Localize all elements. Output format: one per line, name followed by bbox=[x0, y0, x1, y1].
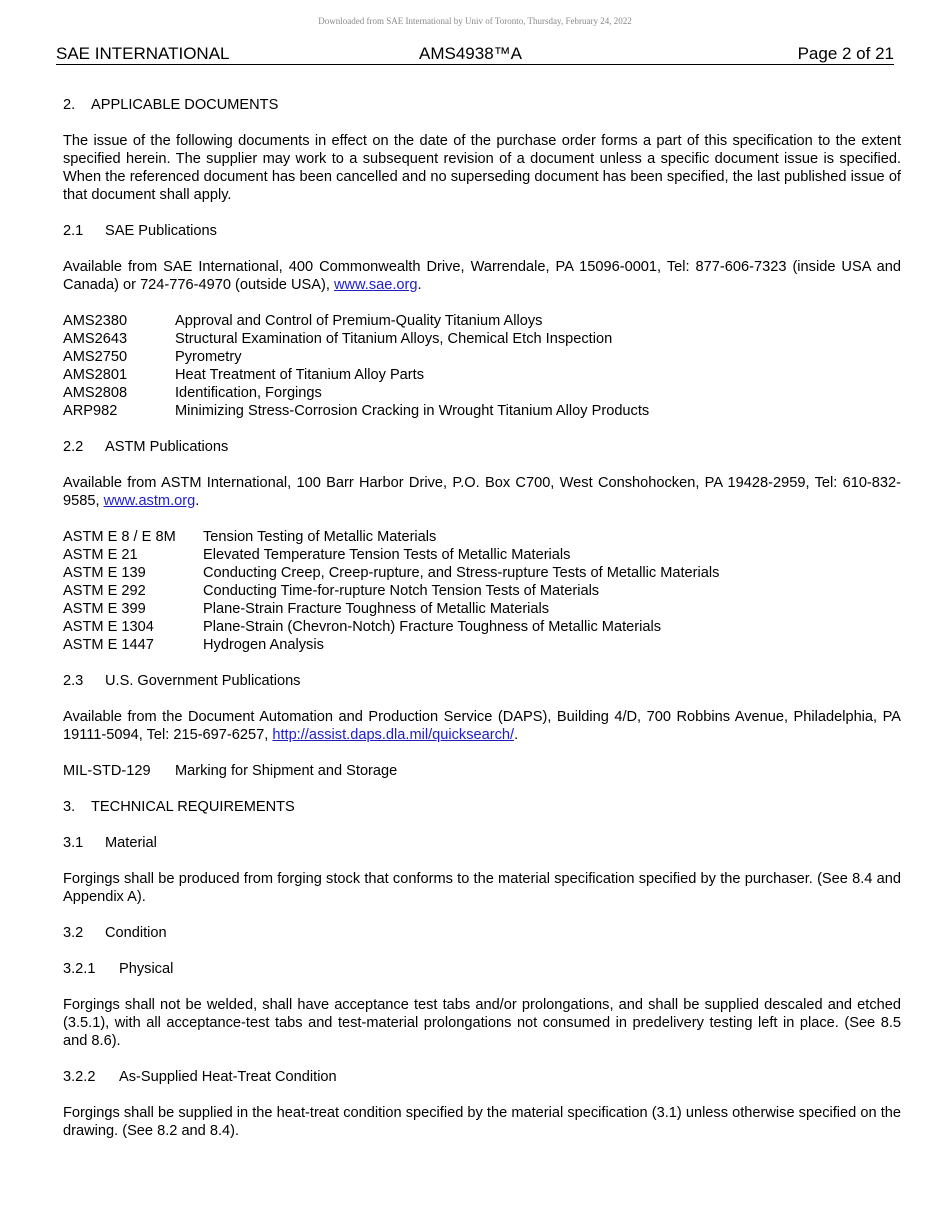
government-availability bbox=[63, 708, 901, 744]
section-title: U.S. Government Publications bbox=[105, 673, 301, 689]
section-number: 2.3 bbox=[63, 673, 84, 689]
document-title: Plane-Strain (Chevron-Notch) Fracture Toughness of Metallic Materials bbox=[203, 619, 661, 635]
sae-website-link[interactable]: www.sae.org bbox=[333, 277, 418, 293]
document-code: AMS2380 bbox=[63, 313, 128, 329]
section-title: Material bbox=[105, 835, 157, 851]
availability-end: . bbox=[514, 727, 519, 743]
document-title: Heat Treatment of Titanium Alloy Parts bbox=[175, 367, 425, 383]
list-item bbox=[63, 546, 901, 564]
list-item bbox=[63, 528, 901, 546]
download-watermark: Downloaded from SAE International by Univ of Toronto, Thursday, February 24, 2022 bbox=[318, 16, 632, 26]
section-number: 3.2.1 bbox=[63, 961, 96, 977]
document-code: ASTM E 399 bbox=[63, 601, 146, 617]
document-title: Tension Testing of Metallic Materials bbox=[203, 529, 437, 545]
section-title: SAE Publications bbox=[105, 223, 217, 239]
document-code: ASTM E 1447 bbox=[63, 637, 154, 653]
document-code: ASTM E 1304 bbox=[63, 619, 154, 635]
document-title: Structural Examination of Titanium Alloys, Chemical Etch Inspection bbox=[175, 331, 613, 347]
document-code: MIL-STD-129 bbox=[63, 763, 151, 779]
document-code: AMS2808 bbox=[63, 385, 128, 401]
availability-end: . bbox=[195, 493, 200, 509]
astm-website-link[interactable]: www.astm.org bbox=[103, 493, 196, 509]
list-item bbox=[63, 762, 901, 780]
document-title: Conducting Creep, Creep-rupture, and Stress-rupture Tests of Metallic Materials bbox=[203, 565, 720, 581]
document-code: ARP982 bbox=[63, 403, 118, 419]
astm-document-list bbox=[63, 528, 901, 654]
section-title: Physical bbox=[119, 961, 174, 977]
document-code: ASTM E 21 bbox=[63, 547, 138, 563]
document-code: ASTM E 139 bbox=[63, 565, 146, 581]
document-title: Identification, Forgings bbox=[175, 385, 322, 401]
header-document-number: AMS4938™A bbox=[419, 44, 522, 63]
section-3-heading bbox=[63, 798, 901, 816]
header-page-number: Page 2 of 21 bbox=[797, 44, 894, 63]
document-title: Approval and Control of Premium-Quality Titanium Alloys bbox=[175, 313, 543, 329]
assist-website-link[interactable]: http://assist.daps.dla.mil/quicksearch/ bbox=[272, 727, 515, 743]
document-code: ASTM E 8 / E 8M bbox=[63, 529, 176, 545]
section-title: APPLICABLE DOCUMENTS bbox=[91, 97, 279, 113]
document-title: Hydrogen Analysis bbox=[203, 637, 324, 653]
section-title: Condition bbox=[105, 925, 167, 941]
list-item bbox=[63, 582, 901, 600]
document-title: Pyrometry bbox=[175, 349, 242, 365]
list-item bbox=[63, 636, 901, 654]
sae-availability bbox=[63, 258, 901, 294]
document-code: AMS2643 bbox=[63, 331, 128, 347]
list-item bbox=[63, 366, 901, 384]
document-code: ASTM E 292 bbox=[63, 583, 146, 599]
section-3-1-heading bbox=[63, 834, 901, 852]
list-item bbox=[63, 384, 901, 402]
availability-text: Available from the Document Automation and Production Service (DAPS), Building 4/D, 700 Robbins Avenue, Philadelphia, PA 19111-5094, Tel: 215-697-6257, bbox=[63, 709, 901, 743]
section-3-2-heading bbox=[63, 924, 901, 942]
section-2-intro: The issue of the following documents in effect on the date of the purchase order forms a part of this specification to the extent specified herein. The supplier may work to a subsequent revision of a document unless a specific document issue is specified. When the referenced document has been cancelled and no superseding document has been specified, the last published issue of that document shall apply. bbox=[63, 133, 901, 203]
section-2-2-heading bbox=[63, 438, 901, 456]
list-item bbox=[63, 564, 901, 582]
section-3-2-1-heading bbox=[63, 960, 901, 978]
document-title: Marking for Shipment and Storage bbox=[175, 763, 398, 779]
header-organization: SAE INTERNATIONAL bbox=[56, 44, 230, 63]
sae-document-list bbox=[63, 312, 901, 420]
document-title: Minimizing Stress-Corrosion Cracking in Wrought Titanium Alloy Products bbox=[175, 403, 650, 419]
list-item bbox=[63, 330, 901, 348]
section-title: As-Supplied Heat-Treat Condition bbox=[119, 1069, 337, 1085]
document-code: AMS2750 bbox=[63, 349, 128, 365]
document-title: Plane-Strain Fracture Toughness of Metallic Materials bbox=[203, 601, 550, 617]
section-2-heading bbox=[63, 96, 901, 114]
availability-text: Available from ASTM International, 100 Barr Harbor Drive, P.O. Box C700, West Conshohocken, PA 19428-2959, Tel: 610-832-9585, bbox=[63, 475, 901, 509]
astm-availability bbox=[63, 474, 901, 510]
section-3-2-2-heading bbox=[63, 1068, 901, 1086]
page-header bbox=[56, 44, 894, 65]
section-3-2-1-body: Forgings shall not be welded, shall have acceptance test tabs and/or prolongations, and shall be supplied descaled and etched (3.5.1), with all acceptance-test tabs and test-material prolongations not consumed in predelivery testing left in place. (See 8.5 and 8.6). bbox=[63, 997, 901, 1049]
list-item bbox=[63, 312, 901, 330]
section-number: 3.2 bbox=[63, 925, 84, 941]
section-number: 2. bbox=[63, 97, 76, 113]
government-document-list bbox=[63, 762, 901, 780]
availability-text: Available from SAE International, 400 Commonwealth Drive, Warrendale, PA 15096-0001, Tel: 877-606-7323 (inside USA and Canada) or 724-776-4970 (outside USA), bbox=[63, 259, 901, 293]
document-title: Elevated Temperature Tension Tests of Metallic Materials bbox=[203, 547, 571, 563]
section-3-1-body: Forgings shall be produced from forging stock that conforms to the material specification specified by the purchaser. (See 8.4 and Appendix A). bbox=[63, 871, 901, 905]
section-3-2-2-body: Forgings shall be supplied in the heat-treat condition specified by the material specification (3.1) unless otherwise specified on the drawing. (See 8.2 and 8.4). bbox=[63, 1105, 901, 1139]
section-number: 3. bbox=[63, 799, 76, 815]
section-number: 2.2 bbox=[63, 439, 84, 455]
section-number: 3.2.2 bbox=[63, 1069, 96, 1085]
list-item bbox=[63, 600, 901, 618]
list-item bbox=[63, 402, 901, 420]
list-item bbox=[63, 348, 901, 366]
section-2-1-heading bbox=[63, 222, 901, 240]
section-title: TECHNICAL REQUIREMENTS bbox=[91, 799, 295, 815]
document-code: AMS2801 bbox=[63, 367, 128, 383]
section-number: 3.1 bbox=[63, 835, 84, 851]
section-number: 2.1 bbox=[63, 223, 84, 239]
section-title: ASTM Publications bbox=[105, 439, 229, 455]
document-title: Conducting Time-for-rupture Notch Tension Tests of Materials bbox=[203, 583, 600, 599]
availability-end: . bbox=[417, 277, 422, 293]
document-body bbox=[63, 96, 901, 1158]
list-item bbox=[63, 618, 901, 636]
section-2-3-heading bbox=[63, 672, 901, 690]
